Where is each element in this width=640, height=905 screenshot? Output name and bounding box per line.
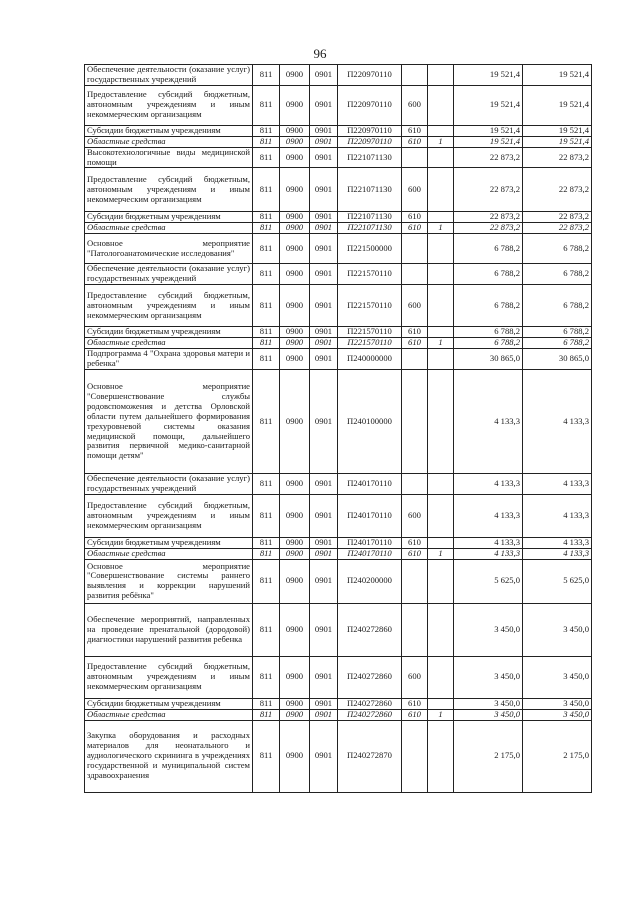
target-article-cell: П220970110 [338, 136, 402, 147]
admin-code-cell: 811 [253, 537, 280, 548]
table-row [85, 370, 592, 474]
section-code-cell: 0900 [280, 559, 310, 603]
section-code-cell: 0900 [280, 709, 310, 720]
table-body [85, 65, 592, 793]
funding-source-cell [428, 494, 454, 537]
admin-code-cell: 811 [253, 709, 280, 720]
expense-type-cell: 600 [402, 656, 428, 698]
table-row [85, 537, 592, 548]
subsection-code-cell: 0901 [310, 125, 338, 136]
subsection-code-cell: 0901 [310, 656, 338, 698]
section-code-cell: 0900 [280, 338, 310, 349]
target-article-cell: П220970110 [338, 125, 402, 136]
subsection-code-cell: 0901 [310, 85, 338, 125]
admin-code-cell: 811 [253, 349, 280, 370]
expenditure-name-cell: Предоставление субсидий бюджетным, автономным учреждениям и иным некоммерческим организациям [85, 494, 253, 537]
expense-type-cell: 610 [402, 537, 428, 548]
expense-type-cell [402, 720, 428, 792]
amount-with-changes-cell: 19 521,4 [523, 125, 592, 136]
expenditure-name-cell: Предоставление субсидий бюджетным, автономным учреждениям и иным некоммерческим организациям [85, 656, 253, 698]
subsection-code-cell: 0901 [310, 223, 338, 234]
table-row [85, 656, 592, 698]
target-article-cell: П221570110 [338, 327, 402, 338]
subsection-code-cell: 0901 [310, 349, 338, 370]
amount-with-changes-cell: 3 450,0 [523, 603, 592, 656]
target-article-cell: П240100000 [338, 370, 402, 474]
funding-source-cell [428, 234, 454, 264]
amount-approved-cell: 3 450,0 [454, 603, 523, 656]
funding-source-cell [428, 125, 454, 136]
admin-code-cell: 811 [253, 168, 280, 212]
funding-source-cell [428, 349, 454, 370]
admin-code-cell: 811 [253, 656, 280, 698]
target-article-cell: П221570110 [338, 264, 402, 285]
admin-code-cell: 811 [253, 147, 280, 168]
expenditure-name-cell: Основное мероприятие "Совершенствование службы родовспоможения и детства Орловской области путем дальнейшего формирования трехуровневой системы оказания медицинской помощи, дальнейшего развития первичной медико-санитарной помощи детям" [85, 370, 253, 474]
expense-type-cell: 610 [402, 223, 428, 234]
expenditure-name-cell: Основное мероприятие "Совершенствование системы раннего выявления и коррекции нарушений развития ребёнка" [85, 559, 253, 603]
funding-source-cell [428, 65, 454, 86]
table-row [85, 212, 592, 223]
section-code-cell: 0900 [280, 548, 310, 559]
amount-approved-cell: 3 450,0 [454, 709, 523, 720]
amount-with-changes-cell: 30 865,0 [523, 349, 592, 370]
target-article-cell: П240170110 [338, 548, 402, 559]
expenditure-name-cell: Областные средства [85, 548, 253, 559]
amount-approved-cell: 22 873,2 [454, 212, 523, 223]
expenditure-name-cell: Областные средства [85, 709, 253, 720]
amount-approved-cell: 3 450,0 [454, 656, 523, 698]
table-row-regional-funds [85, 136, 592, 147]
section-code-cell: 0900 [280, 349, 310, 370]
subsection-code-cell: 0901 [310, 338, 338, 349]
target-article-cell: П240170110 [338, 537, 402, 548]
expenditure-name-cell: Обеспечение мероприятий, направленных на проведение пренатальной (дородовой) диагностики нарушений развития ребенка [85, 603, 253, 656]
expenditure-name-cell: Обеспечение деятельности (оказание услуг) государственных учреждений [85, 474, 253, 495]
section-code-cell: 0900 [280, 125, 310, 136]
section-code-cell: 0900 [280, 65, 310, 86]
amount-approved-cell: 19 521,4 [454, 125, 523, 136]
amount-with-changes-cell: 22 873,2 [523, 168, 592, 212]
admin-code-cell: 811 [253, 285, 280, 327]
amount-with-changes-cell: 19 521,4 [523, 85, 592, 125]
target-article-cell: П240000000 [338, 349, 402, 370]
subsection-code-cell: 0901 [310, 537, 338, 548]
amount-approved-cell: 4 133,3 [454, 494, 523, 537]
amount-with-changes-cell: 6 788,2 [523, 327, 592, 338]
section-code-cell: 0900 [280, 370, 310, 474]
amount-with-changes-cell: 4 133,3 [523, 537, 592, 548]
target-article-cell: П240200000 [338, 559, 402, 603]
section-code-cell: 0900 [280, 285, 310, 327]
expense-type-cell: 600 [402, 168, 428, 212]
expense-type-cell [402, 65, 428, 86]
section-code-cell: 0900 [280, 168, 310, 212]
amount-with-changes-cell: 3 450,0 [523, 698, 592, 709]
target-article-cell: П240272860 [338, 656, 402, 698]
section-code-cell: 0900 [280, 720, 310, 792]
funding-source-cell [428, 327, 454, 338]
funding-source-cell [428, 147, 454, 168]
table-row [85, 698, 592, 709]
admin-code-cell: 811 [253, 223, 280, 234]
subsection-code-cell: 0901 [310, 603, 338, 656]
amount-approved-cell: 6 788,2 [454, 264, 523, 285]
section-code-cell: 0900 [280, 147, 310, 168]
expense-type-cell: 610 [402, 709, 428, 720]
target-article-cell: П240272860 [338, 698, 402, 709]
expense-type-cell: 610 [402, 698, 428, 709]
table-row [85, 327, 592, 338]
funding-source-cell [428, 720, 454, 792]
target-article-cell: П221071130 [338, 168, 402, 212]
admin-code-cell: 811 [253, 494, 280, 537]
admin-code-cell: 811 [253, 559, 280, 603]
subsection-code-cell: 0901 [310, 212, 338, 223]
amount-with-changes-cell: 22 873,2 [523, 147, 592, 168]
expenditure-name-cell: Предоставление субсидий бюджетным, автономным учреждениям и иным некоммерческим организациям [85, 85, 253, 125]
admin-code-cell: 811 [253, 603, 280, 656]
target-article-cell: П221500000 [338, 234, 402, 264]
expenditure-name-cell: Субсидии бюджетным учреждениям [85, 537, 253, 548]
target-article-cell: П240272860 [338, 603, 402, 656]
amount-approved-cell: 22 873,2 [454, 168, 523, 212]
target-article-cell: П240170110 [338, 494, 402, 537]
admin-code-cell: 811 [253, 698, 280, 709]
expense-type-cell [402, 349, 428, 370]
subsection-code-cell: 0901 [310, 494, 338, 537]
table-row [85, 474, 592, 495]
funding-source-cell [428, 370, 454, 474]
amount-with-changes-cell: 6 788,2 [523, 338, 592, 349]
admin-code-cell: 811 [253, 136, 280, 147]
funding-source-cell [428, 603, 454, 656]
section-code-cell: 0900 [280, 234, 310, 264]
funding-source-cell: 1 [428, 338, 454, 349]
table-row [85, 720, 592, 792]
amount-approved-cell: 6 788,2 [454, 285, 523, 327]
admin-code-cell: 811 [253, 264, 280, 285]
subsection-code-cell: 0901 [310, 370, 338, 474]
expense-type-cell [402, 559, 428, 603]
admin-code-cell: 811 [253, 720, 280, 792]
funding-source-cell: 1 [428, 136, 454, 147]
admin-code-cell: 811 [253, 338, 280, 349]
amount-approved-cell: 6 788,2 [454, 327, 523, 338]
amount-approved-cell: 6 788,2 [454, 338, 523, 349]
admin-code-cell: 811 [253, 212, 280, 223]
funding-source-cell: 1 [428, 709, 454, 720]
subsection-code-cell: 0901 [310, 285, 338, 327]
admin-code-cell: 811 [253, 548, 280, 559]
table-row [85, 559, 592, 603]
subsection-code-cell: 0901 [310, 136, 338, 147]
subsection-code-cell: 0901 [310, 327, 338, 338]
section-code-cell: 0900 [280, 494, 310, 537]
table-row [85, 603, 592, 656]
expense-type-cell: 610 [402, 327, 428, 338]
funding-source-cell [428, 85, 454, 125]
amount-approved-cell: 2 175,0 [454, 720, 523, 792]
target-article-cell: П221071130 [338, 212, 402, 223]
target-article-cell: П220970110 [338, 85, 402, 125]
section-code-cell: 0900 [280, 212, 310, 223]
expenditure-name-cell: Высокотехнологичные виды медицинской помощи [85, 147, 253, 168]
funding-source-cell [428, 264, 454, 285]
amount-approved-cell: 22 873,2 [454, 147, 523, 168]
amount-approved-cell: 4 133,3 [454, 474, 523, 495]
amount-with-changes-cell: 22 873,2 [523, 212, 592, 223]
expense-type-cell: 610 [402, 136, 428, 147]
subsection-code-cell: 0901 [310, 168, 338, 212]
table-row-regional-funds [85, 548, 592, 559]
amount-approved-cell: 30 865,0 [454, 349, 523, 370]
table-row [85, 349, 592, 370]
amount-with-changes-cell: 6 788,2 [523, 234, 592, 264]
funding-source-cell [428, 168, 454, 212]
expenditure-name-cell: Субсидии бюджетным учреждениям [85, 327, 253, 338]
amount-approved-cell: 19 521,4 [454, 85, 523, 125]
amount-with-changes-cell: 2 175,0 [523, 720, 592, 792]
section-code-cell: 0900 [280, 223, 310, 234]
expenditure-name-cell: Основное мероприятие "Патологоанатомические исследования" [85, 234, 253, 264]
table-row [85, 264, 592, 285]
amount-with-changes-cell: 6 788,2 [523, 264, 592, 285]
funding-source-cell [428, 285, 454, 327]
expenditure-name-cell: Предоставление субсидий бюджетным, автономным учреждениям и иным некоммерческим организациям [85, 168, 253, 212]
target-article-cell: П220970110 [338, 65, 402, 86]
admin-code-cell: 811 [253, 327, 280, 338]
expense-type-cell [402, 147, 428, 168]
target-article-cell: П240170110 [338, 474, 402, 495]
target-article-cell: П240272860 [338, 709, 402, 720]
section-code-cell: 0900 [280, 327, 310, 338]
amount-approved-cell: 6 788,2 [454, 234, 523, 264]
page-number: 96 [313, 46, 327, 61]
amount-with-changes-cell: 4 133,3 [523, 494, 592, 537]
section-code-cell: 0900 [280, 474, 310, 495]
table-row [85, 125, 592, 136]
amount-with-changes-cell: 4 133,3 [523, 474, 592, 495]
amount-with-changes-cell: 3 450,0 [523, 709, 592, 720]
section-code-cell: 0900 [280, 264, 310, 285]
expenditure-name-cell: Областные средства [85, 338, 253, 349]
amount-with-changes-cell: 6 788,2 [523, 285, 592, 327]
funding-source-cell: 1 [428, 548, 454, 559]
table-row [85, 285, 592, 327]
amount-with-changes-cell: 4 133,3 [523, 370, 592, 474]
amount-approved-cell: 4 133,3 [454, 537, 523, 548]
expense-type-cell [402, 603, 428, 656]
subsection-code-cell: 0901 [310, 720, 338, 792]
table-row [85, 65, 592, 86]
funding-source-cell [428, 656, 454, 698]
section-code-cell: 0900 [280, 85, 310, 125]
section-code-cell: 0900 [280, 698, 310, 709]
section-code-cell: 0900 [280, 537, 310, 548]
target-article-cell: П221570110 [338, 285, 402, 327]
expenditure-name-cell: Субсидии бюджетным учреждениям [85, 212, 253, 223]
table-row-regional-funds [85, 223, 592, 234]
expense-type-cell: 610 [402, 338, 428, 349]
amount-with-changes-cell: 4 133,3 [523, 548, 592, 559]
expense-type-cell [402, 474, 428, 495]
expenditure-name-cell: Областные средства [85, 223, 253, 234]
expense-type-cell [402, 234, 428, 264]
expense-type-cell: 610 [402, 125, 428, 136]
expense-type-cell: 600 [402, 494, 428, 537]
expenditure-name-cell: Подпрограмма 4 "Охрана здоровья матери и ребенка" [85, 349, 253, 370]
amount-approved-cell: 3 450,0 [454, 698, 523, 709]
expense-type-cell: 610 [402, 212, 428, 223]
budget-expenditure-table [84, 64, 592, 793]
expenditure-name-cell: Обеспечение деятельности (оказание услуг) государственных учреждений [85, 65, 253, 86]
admin-code-cell: 811 [253, 474, 280, 495]
amount-approved-cell: 4 133,3 [454, 548, 523, 559]
section-code-cell: 0900 [280, 136, 310, 147]
funding-source-cell: 1 [428, 223, 454, 234]
table-row [85, 147, 592, 168]
expenditure-name-cell: Закупка оборудования и расходных материалов для неонатального и аудиологического скрининга в учреждениях государственной и муниципальной систем здравоохранения [85, 720, 253, 792]
amount-approved-cell: 19 521,4 [454, 65, 523, 86]
expenditure-name-cell: Областные средства [85, 136, 253, 147]
amount-approved-cell: 22 873,2 [454, 223, 523, 234]
target-article-cell: П221071130 [338, 223, 402, 234]
subsection-code-cell: 0901 [310, 698, 338, 709]
amount-with-changes-cell: 22 873,2 [523, 223, 592, 234]
subsection-code-cell: 0901 [310, 234, 338, 264]
expense-type-cell [402, 264, 428, 285]
admin-code-cell: 811 [253, 234, 280, 264]
table-row [85, 234, 592, 264]
target-article-cell: П221570110 [338, 338, 402, 349]
expenditure-name-cell: Обеспечение деятельности (оказание услуг) государственных учреждений [85, 264, 253, 285]
expenditure-name-cell: Субсидии бюджетным учреждениям [85, 698, 253, 709]
amount-with-changes-cell: 3 450,0 [523, 656, 592, 698]
amount-with-changes-cell: 19 521,4 [523, 136, 592, 147]
table-row-regional-funds [85, 709, 592, 720]
section-code-cell: 0900 [280, 656, 310, 698]
expense-type-cell: 600 [402, 285, 428, 327]
table-row [85, 85, 592, 125]
table-row [85, 168, 592, 212]
expense-type-cell: 610 [402, 548, 428, 559]
section-code-cell: 0900 [280, 603, 310, 656]
subsection-code-cell: 0901 [310, 548, 338, 559]
funding-source-cell [428, 698, 454, 709]
expenditure-name-cell: Предоставление субсидий бюджетным, автономным учреждениям и иным некоммерческим организациям [85, 285, 253, 327]
subsection-code-cell: 0901 [310, 264, 338, 285]
subsection-code-cell: 0901 [310, 65, 338, 86]
target-article-cell: П240272870 [338, 720, 402, 792]
amount-approved-cell: 5 625,0 [454, 559, 523, 603]
subsection-code-cell: 0901 [310, 474, 338, 495]
amount-with-changes-cell: 5 625,0 [523, 559, 592, 603]
table-row [85, 494, 592, 537]
expense-type-cell [402, 370, 428, 474]
amount-approved-cell: 19 521,4 [454, 136, 523, 147]
expenditure-name-cell: Субсидии бюджетным учреждениям [85, 125, 253, 136]
amount-approved-cell: 4 133,3 [454, 370, 523, 474]
subsection-code-cell: 0901 [310, 559, 338, 603]
funding-source-cell [428, 537, 454, 548]
table-row-regional-funds [85, 338, 592, 349]
target-article-cell: П221071130 [338, 147, 402, 168]
expense-type-cell: 600 [402, 85, 428, 125]
admin-code-cell: 811 [253, 65, 280, 86]
subsection-code-cell: 0901 [310, 147, 338, 168]
funding-source-cell [428, 474, 454, 495]
amount-with-changes-cell: 19 521,4 [523, 65, 592, 86]
funding-source-cell [428, 559, 454, 603]
admin-code-cell: 811 [253, 125, 280, 136]
subsection-code-cell: 0901 [310, 709, 338, 720]
funding-source-cell [428, 212, 454, 223]
admin-code-cell: 811 [253, 85, 280, 125]
admin-code-cell: 811 [253, 370, 280, 474]
